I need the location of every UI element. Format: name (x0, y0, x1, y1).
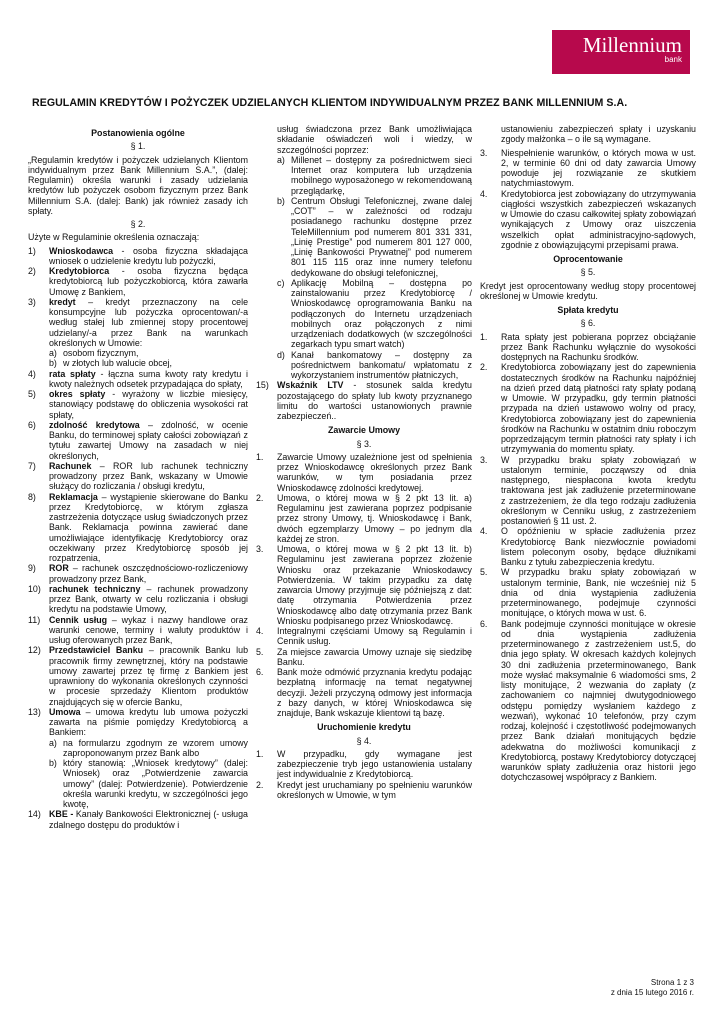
millennium-logo (552, 30, 690, 74)
item-number: 2) (28, 266, 36, 276)
term: Kredytobiorca (49, 266, 110, 276)
item-number: 1. (256, 748, 264, 759)
paragraph-mark: § 3. (356, 438, 372, 449)
list-item (28, 492, 248, 564)
paragraph-mark: § 4. (356, 735, 372, 746)
term-definition: – rachunek oszczędnościowo-rozliczeniowy prowadzony przez Bank, (49, 563, 248, 584)
item-number: 4. (256, 626, 264, 636)
item-number: 2. (256, 779, 264, 790)
list-item (480, 455, 696, 527)
list-item (28, 389, 248, 420)
sub-item-letter: b) (49, 758, 57, 768)
list-item (480, 189, 696, 251)
item-text: Za miejsce zawarcia Umowy uznaje się siedzibę Banku. (277, 646, 472, 667)
list-item (480, 567, 696, 618)
section-6-list (480, 332, 696, 783)
term: Wnioskodawca (49, 245, 114, 256)
list-item (480, 619, 696, 783)
list-item (256, 667, 472, 718)
list-item (480, 148, 696, 189)
item-text: Umowa, o której mowa w § 2 pkt 13 lit. b) Regulaminu jest zawierana poprzez złożenie Wniosku oraz przekazanie Wnioskodawcy Potwierdzenia. W takim przypadku za datę zawarcia Umowy przyjmuje się późniejszą z dat: datę otrzymania Potwierdzenia przez Wnioskodawcę albo datę otrzymania przez Bank Wniosku podpisanego przez Wnioskodawcę. (277, 544, 472, 626)
list-item (28, 461, 248, 492)
sub-item (49, 738, 248, 759)
item-text: O opóźnieniu w spłacie zadłużenia przez Kredytobiorcę Bank niezwłocznie powiadomi listem poleconym osoby, będące dłużnikami Banku z tytułu zabezpieczenia kredytu. (501, 526, 696, 567)
list-item (256, 493, 472, 544)
item-number: 9) (28, 563, 36, 574)
paragraph-text: Użyte w Regulaminie określenia oznaczają: (28, 232, 200, 243)
sub-item (277, 155, 472, 196)
term: Rachunek (49, 460, 92, 471)
sub-item-letter: b) (49, 358, 57, 369)
item-number: 2. (480, 362, 488, 373)
term-definition: – wykaz i nazwy handlowe oraz warunki cenowe, terminy i waluty produktów i usług oferowanych przez Bank, (49, 614, 248, 645)
item-number: 5. (480, 567, 488, 578)
item-text (49, 707, 248, 738)
page-number: Strona 1 z 3 (650, 978, 694, 987)
item-text: Kredytobiorca jest zobowiązany do utrzymywania ciągłości wszystkich zabezpieczeń wskazanych w Umowie do czasu całkowitej spłaty zobowiązań wynikających z Umowy oraz uiszczenia wszelkich opłat administracyjno-sądowych, zgodnie z obowiązującymi przepisami prawa. (501, 188, 696, 250)
sub-item-text: na formularzu zgodnym ze wzorem umowy zaproponowanym przez Bank albo (63, 737, 248, 758)
term-definition: - wyrażony w liczbie miesięcy, stanowiący podstawę do obliczenia wysokości rat spłaty, (49, 389, 248, 420)
paragraph-mark: § 5. (580, 267, 596, 278)
list-item (28, 420, 248, 461)
item-text (49, 420, 248, 461)
item-number: 10) (28, 583, 41, 594)
section-4-list-cont (480, 148, 696, 251)
item-text (49, 389, 248, 420)
item-text (49, 369, 248, 390)
term: Cennik usług (49, 614, 108, 625)
item-text (277, 380, 472, 421)
item-number: 12) (28, 645, 41, 656)
section-heading: Oprocentowanie (553, 254, 623, 264)
list-item (28, 297, 248, 348)
sub-item-text: osobom fizycznym, (63, 348, 139, 358)
item-number: 11) (28, 614, 41, 625)
item-text: Rata spłaty jest pobierana poprzez obciążanie przez Bank Rachunku wyłącznie do wysokości dostępnych na Rachunku środków. (501, 331, 696, 362)
sub-item (49, 358, 248, 368)
item-number: 6. (480, 618, 488, 629)
section-4-list (256, 749, 472, 800)
sub-item (49, 758, 248, 809)
item-text: Kredytobiorca zobowiązany jest do zapewnienia dostatecznych środków na Rachunku najpóźniej na dzień przed datą płatności raty spłaty podaną w Umowie. W przypadku, gdy termin płatności przypada na dzień ustawowo wolny od pracy, Kredytobiorca zobowiązany jest do zapewnienia środków na Rachunku w ostatnim dniu roboczym poprzedzającym termin płatności raty spłaty i ich utrzymywania do momentu spłaty. (501, 362, 696, 455)
term-definition: - osoba fizyczna składająca wniosek o udzielenie kredytu lub pożyczki, (49, 245, 248, 266)
item-text (49, 492, 248, 564)
column-3 (480, 124, 696, 783)
column-1 (28, 124, 248, 830)
list-item (28, 246, 248, 267)
term: Wskaźnik LTV (277, 380, 344, 391)
item-text: W przypadku braku spłaty zobowiązań w ustalonym terminie, Bank, nie wcześniej niż 5 dnia od dnia wystąpienia zadłużenia przeterminowanego, podejmuje czynności monitujące, o których mowa w ust. 6. (501, 567, 696, 619)
item-text: Zawarcie Umowy uzależnione jest od spełnienia przez Wnioskodawcę określonych przez Bank warunków, w tym posiadania przez Wnioskodawcę zdolności kredytowej. (277, 451, 472, 493)
paragraph-mark: § 2. (130, 219, 146, 229)
term: ROR (49, 563, 69, 574)
list-item (256, 452, 472, 493)
sub-item (277, 278, 472, 350)
item-text (49, 645, 248, 707)
list-item (28, 615, 248, 646)
document-title: REGULAMIN KREDYTÓW I POŻYCZEK UDZIELANYCH KLIENTOM INDYWIDUALNYM PRZEZ BANK MILLENNIUM S.A. (32, 97, 628, 109)
section-heading: Postanowienia ogólne (91, 128, 185, 138)
paragraph-text: „Regulamin kredytów i pożyczek udzielanych Klientom indywidualnym przez Bank Millennium S.A.”, (dalej: Regulamin) określa warunki i zasady udzielania kredytów lub pożyczek osobom fizycznym przez Bank Millennium S.A. (dalej: Bank) jak również zasady ich spłaty. (28, 154, 248, 216)
list-item (28, 563, 248, 584)
term: KBE - (49, 809, 74, 820)
item-text: Bank podejmuje czynności monitujące w okresie od dnia wystąpienia zadłużenia przeterminowanego z zastrzeżeniem ust.5, do dnia jego spłaty. W okresach każdych kolejnych 30 dni zadłużenia przeterminowanego, Bank może wysłać maksymalnie 6 wiadomości sms, 2 listy monitujące, 2 wezwania do zapłaty (z zachowaniem co najmniej dwutygodniowego odstępu pomiędzy wysłaniem każdego z wezwań), wykonać 10 telefonów, przy czym rodzaj, kolejność i częstotliwość podejmowanych przez Bank działań monitujących będzie adekwatna do możliwości komunikacji z Kredytobiorcą, postawy Kredytobiorcy dotyczącej warunków spłaty zadłużenia oraz historii jego dotychczasowej współpracy z Bankiem. (501, 618, 696, 783)
list-item (28, 266, 248, 297)
item-number: 7) (28, 460, 36, 471)
sub-item-text: Aplikację Mobilną – dostępna po zainstalowaniu przez Kredytobiorcę / Wnioskodawcę oprogramowania Banku na podłączonych do Internetu urządzeniach mobilnych oraz połączonych z nimi urządzeniach dodatkowych (w szczególności zegarkach typu smart watch) (291, 277, 472, 350)
list-item (256, 626, 472, 647)
section-3-list (256, 452, 472, 719)
list-item (28, 707, 248, 738)
term-definition: – rachunek prowadzony przez Bank, otwarty w celu rozliczania i obsługi kredytu na podstawie Umowy, (49, 583, 248, 615)
item-text (49, 266, 248, 297)
term-definition: - osoba fizyczna będąca kredytobiorcą lub pożyczkobiorcą, która zawarła Umowę z Bankiem, (49, 266, 248, 297)
sub-item-letter: b) (277, 195, 285, 206)
sub-item-letter: a) (49, 737, 57, 748)
item-number: 1) (28, 245, 36, 256)
section-heading: Spłata kredytu (557, 305, 619, 315)
section-heading: Zawarcie Umowy (327, 425, 400, 436)
item-text: W przypadku, gdy wymagane jest zabezpieczenie tryb jego ustanowienia ustalany jest indywidualnie z Kredytobiorcą. (277, 748, 472, 780)
item-text (49, 563, 248, 584)
paragraph-mark: § 6. (580, 318, 596, 329)
page-footer (611, 978, 694, 998)
item-text: Integralnymi częściami Umowy są Regulamin i Cennik usług. (277, 626, 472, 647)
sub-item (277, 196, 472, 278)
item-number: 4) (28, 368, 36, 379)
item-text (49, 584, 248, 615)
item-number: 13) (28, 706, 41, 717)
sub-item-text: Millenet – dostępny za pośrednictwem sieci Internet oraz komputera lub urządzenia mobilnego wyposażonego w rekomendowaną przeglądarkę, (291, 154, 472, 196)
item-number: 4. (480, 526, 488, 537)
item-number: 5) (28, 389, 36, 399)
item-number: 2. (256, 492, 264, 503)
item-number: 14) (28, 809, 41, 820)
item-number: 3. (480, 454, 488, 465)
sub-item-text: w złotych lub walucie obcej, (63, 358, 173, 369)
sub-item-text: Centrum Obsługi Telefonicznej, zwane dalej „COT” – w zależności od rodzaju posiadanego rachunku dostępne przez TeleMillennium pod numerem 801 331 331, „Linię Prestige” pod numerem 801 127 000, „Linię Bankowości Prywatnej” pod numerem 801 115 115 oraz inne numery telefonu dedykowane do obsługi telefonicznej, (291, 195, 472, 278)
term: Przedstawiciel Banku (49, 645, 144, 656)
item-text: W przypadku braku spłaty zobowiązań w ustalonym terminie, począwszy od dnia następnego, niespłacona kwota kredytu traktowana jest jak zadłużenie przeterminowane z zastrzeżeniem, że dla tego rodzaju zadłużenia określonym w Cenniku usług, z zastrzeżeniem postanowień § 11 ust. 2. (501, 454, 696, 526)
item-number: 4. (480, 188, 488, 199)
item-text: Bank może odmówić przyznania kredytu podając bezpłatną informację na temat negatywnej decyzji. Jeżeli przyczyną odmowy jest informacja z bazy danych, w której Wnioskodawca się znajduje, Bank wskazuje klientowi tą bazę. (277, 667, 472, 718)
logo-sub: bank (664, 55, 682, 64)
item-text (49, 246, 248, 267)
term-definition: – zdolność, w ocenie Banku, do terminowej spłaty całości zobowiązań z tytułu zawartej Umowy na zasadach w niej określonych, (49, 419, 248, 461)
term-definition: – pracownik Banku lub pracownik firmy zewnętrznej, który na podstawie umowy zawartej przez tę firmę z Bankiem jest uprawniony do wykonania określonych czynności w procesie sprzedaży Klientom produktów znajdujących się w ofercie Banku, (49, 645, 248, 707)
term: rata spłaty (49, 368, 96, 379)
list-item (480, 362, 696, 454)
definitions-list (28, 246, 248, 830)
term-definition: Kanały Bankowości Elektronicznej (- usługa zdalnego dostępu do produktów i (49, 809, 248, 830)
logo-name: Millennium (582, 33, 682, 57)
item-text: Niespełnienie warunków, o których mowa w ust. 2, w terminie 60 dni od daty zawarcia Umowy powoduje jej rozwiązanie ze skutkiem natychmiastowym. (501, 147, 696, 189)
paragraph-text: Kredyt jest oprocentowany według stopy procentowej określonej w Umowie kredytu. (480, 280, 696, 301)
list-item (480, 332, 696, 363)
paragraph-text: usług świadczona przez Bank umożliwiająca składanie oświadczeń woli i wiedzy, w szczególności poprzez: (277, 124, 472, 155)
paragraph-mark: § 1. (130, 141, 146, 152)
item-number: 5. (256, 646, 264, 657)
list-item (256, 380, 472, 421)
sub-item (277, 350, 472, 381)
item-number: 1. (480, 331, 488, 342)
term-definition: - łączna suma kwoty raty kredytu i kwoty należnych odsetek przypadająca do spłaty, (49, 368, 248, 389)
item-number: 15) (256, 380, 269, 391)
item-text: Umowa, o której mowa w § 2 pkt 13 lit. a) Regulaminu jest zawierana poprzez podpisanie przez strony Umowy, tj. Wnioskodawcę i Bank, dwóch egzemplarzy Umowy – po jednym dla każdej ze stron. (277, 492, 472, 544)
list-item (256, 780, 472, 801)
term-definition: – kredyt przeznaczony na cele konsumpcyjne lub pożyczka oprocentowan/-a według stałej lub zmiennej stopy procentowej udzielany/-a przez Bank na warunkach określonych w Umowie: (49, 296, 248, 348)
list-item (480, 526, 696, 567)
sub-item-text: który stanowią: „Wniosek kredytowy” (dalej: Wniosek) oraz „Potwierdzenie zawarcia umowy” (dalej: Potwierdzenie). Potwierdzenie określa warunki kredytu, w szczególności jego kwotę, (63, 758, 248, 809)
document-date: z dnia 15 lutego 2016 r. (610, 988, 694, 997)
item-number: 8) (28, 491, 36, 502)
item-number: 3) (28, 296, 36, 307)
term: Umowa (49, 706, 81, 717)
term-definition: – umowa kredytu lub umowa pożyczki zawarta na piśmie pomiędzy Kredytobiorcą a Bankiem: (49, 706, 248, 738)
item-number: 3. (256, 544, 264, 554)
term: zdolność kredytowa (49, 419, 140, 430)
term-definition: – wystąpienie skierowane do Banku przez Kredytobiorcę, w którym zgłasza zastrzeżenia dotyczące usług świadczonych przez Bank. Reklamacja powinna zawierać dane umożliwiające identyfikację Kredytobiorcy oraz oczekiwany przez Kredytobiorcę sposób jej rozpatrzenia, (49, 491, 248, 563)
sub-item (49, 348, 248, 358)
list-item (28, 584, 248, 615)
item-text: Kredyt jest uruchamiany po spełnieniu warunków określonych w Umowie, w tym (277, 779, 472, 800)
item-number: 3. (480, 147, 488, 158)
item-number: 1. (256, 451, 264, 462)
section-heading: Uruchomienie kredytu (317, 722, 411, 733)
list-item (256, 544, 472, 626)
sub-item-text: Kanał bankomatowy – dostępny za pośrednictwem bankomatu/ wpłatomatu z wykorzystaniem instrumentów płatniczych, (291, 349, 472, 380)
item-number: 6. (256, 667, 264, 677)
sub-item-letter: c) (277, 277, 285, 288)
term: okres spłaty (49, 389, 106, 399)
item-text (49, 297, 248, 348)
item-number: 6) (28, 419, 36, 430)
sub-item-letter: d) (277, 349, 285, 360)
term: rachunek techniczny (49, 583, 141, 594)
column-2 (256, 124, 472, 800)
list-item (28, 645, 248, 707)
list-item (28, 809, 248, 830)
paragraph-text: ustanowieniu zabezpieczeń spłaty i uzyskaniu zgody małżonka – o ile są wymagane. (501, 124, 696, 145)
list-item (28, 369, 248, 390)
list-item (256, 647, 472, 668)
item-text (49, 615, 248, 646)
list-item (256, 749, 472, 780)
sub-item-letter: a) (277, 154, 285, 165)
item-text (49, 809, 248, 830)
kbe-list (256, 124, 472, 421)
term-definition: - stosunek salda kredytu pozostającego do spłaty lub kwoty przyznanego limitu do wartości ustanowionych prawnie zabezpieczeń.. (277, 380, 472, 421)
term: Reklamacja (49, 491, 98, 502)
item-text (49, 461, 248, 492)
term-definition: – ROR lub rachunek techniczny prowadzony przez Bank, wskazany w Umowie służący do rozliczania / obsługi kredytu, (49, 460, 248, 492)
sub-item-letter: a) (49, 348, 57, 358)
term: kredyt (49, 296, 76, 307)
